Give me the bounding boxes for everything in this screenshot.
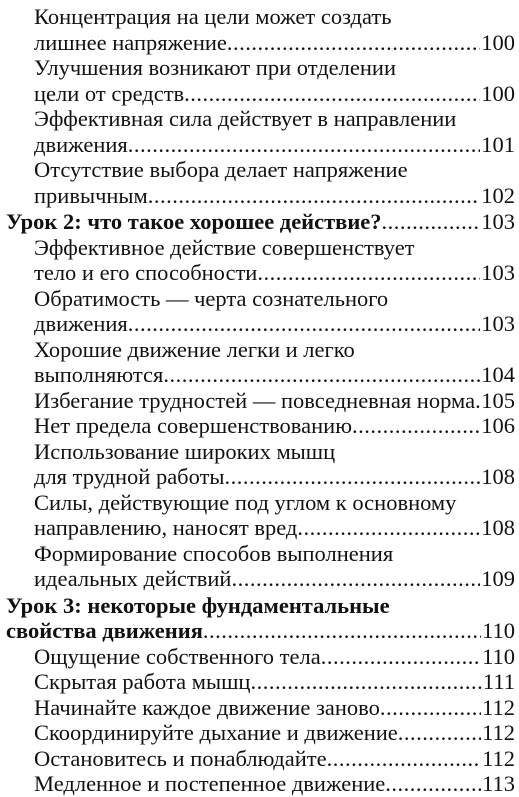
toc-entry-last-line [34, 311, 515, 337]
toc-entry[interactable] [6, 439, 515, 490]
toc-entry-title: Скоординируйте дыхание и движение [34, 720, 398, 745]
toc-entry-last-line [34, 644, 515, 670]
toc-entry-title-line: Отсутствие выбора делает напряжение [34, 157, 408, 182]
toc-entry[interactable] [6, 4, 515, 55]
toc-page-number: 110 [482, 643, 515, 669]
toc-page-number: 103 [481, 311, 515, 336]
dot-leader [380, 695, 481, 721]
toc-page-number: 101 [481, 131, 515, 157]
toc-entry-title-line: Эффективное действие совершенствует [34, 234, 415, 260]
toc-entry-title: Нет предела совершенствованию [34, 413, 353, 438]
dot-leader [385, 771, 481, 797]
toc-entry-title: цели от средств [34, 80, 185, 106]
toc-entry-last-line [34, 362, 515, 388]
toc-page-number: 110 [482, 618, 515, 643]
dot-leader [231, 566, 480, 592]
toc-entry-last-line [34, 695, 515, 721]
toc-entry-title: свойства движения [6, 618, 203, 643]
dot-leader [227, 30, 480, 56]
toc-entry-title: Начинайте каждое движение заново [34, 694, 380, 720]
toc-entry-title: Избегание трудностей — повседневная норма [34, 387, 476, 413]
toc-entry-title: Остановитесь и понаблюдайте [34, 745, 327, 771]
dot-leader [163, 362, 480, 388]
toc-entry-title-line: Эффективная сила действует в направлении [34, 106, 457, 131]
dot-leader [128, 132, 480, 158]
dot-leader [398, 720, 481, 746]
toc-entry[interactable] [6, 644, 515, 670]
dot-leader [257, 260, 480, 286]
toc-entry-title-line: Улучшения возникают при отделении [34, 55, 397, 80]
dot-leader [203, 618, 481, 644]
toc-entry-title: тело и его способности [34, 260, 258, 285]
toc-entry[interactable] [6, 235, 515, 286]
toc-page-number: 106 [481, 413, 515, 438]
toc-entry-last-line [34, 515, 515, 541]
toc-entry[interactable] [6, 746, 515, 772]
dot-leader [352, 413, 480, 439]
toc-entry[interactable] [6, 106, 515, 157]
toc-page-number: 102 [481, 182, 515, 208]
toc-page-number: 112 [482, 720, 515, 745]
dot-leader [327, 746, 481, 772]
toc-entry-last-line [34, 260, 515, 286]
toc-entry-title: идеальных действий [34, 566, 232, 591]
dot-leader [321, 644, 481, 670]
toc-entry[interactable] [6, 286, 515, 337]
toc-entry[interactable] [6, 388, 515, 414]
toc-entry-last-line [34, 413, 515, 439]
toc-entry-last-line [34, 132, 515, 158]
dot-leader [297, 515, 480, 541]
toc-entry-title: движения [34, 131, 128, 157]
toc-entry-last-line [34, 388, 515, 414]
toc-page-number: 109 [481, 566, 515, 591]
toc-entry-title: Ощущение собственного тела [34, 643, 321, 669]
toc-page-number: 103 [481, 260, 515, 285]
toc-page-number: 108 [481, 464, 515, 489]
toc-entry[interactable] [6, 413, 515, 439]
toc-page-number: 103 [481, 209, 515, 234]
toc-entry-title: лишнее напряжение [34, 29, 227, 55]
toc-entry[interactable] [6, 720, 515, 746]
toc-entry-last-line [34, 746, 515, 772]
dot-leader [250, 669, 481, 695]
dot-leader [148, 183, 480, 209]
toc-entry-title-line: Формирование способов выполнения [34, 540, 394, 566]
toc-lesson-heading[interactable] [6, 209, 515, 235]
toc-entry-last-line [34, 669, 515, 695]
toc-entry-last-line [6, 618, 515, 644]
toc-entry-title: для трудной работы [34, 464, 225, 489]
dot-leader [128, 311, 480, 337]
toc-entry-title: Урок 2: что такое хорошее действие? [6, 209, 382, 234]
toc-lesson-heading[interactable] [6, 593, 515, 644]
toc-entry-last-line [34, 81, 515, 107]
toc-entry[interactable] [6, 490, 515, 541]
toc-entry[interactable] [6, 337, 515, 388]
toc-entry[interactable] [6, 695, 515, 721]
toc-entry-title-line: Силы, действующие под углом к основному [34, 489, 457, 515]
toc-entry-title-line: Хорошие движение легки и легко [34, 336, 355, 362]
toc-entry[interactable] [6, 157, 515, 208]
toc-entry[interactable] [6, 55, 515, 106]
toc-page-number: 112 [482, 694, 515, 720]
toc-entry-last-line [34, 771, 515, 797]
toc-entry-title: выполняются [34, 362, 164, 387]
toc-entry-title-line: Обратимость — черта сознательного [34, 285, 389, 311]
dot-leader [382, 209, 481, 235]
toc-entry-title: привычным [34, 182, 148, 208]
toc-entry-last-line [6, 209, 515, 235]
toc-page-number: 108 [481, 515, 515, 540]
toc-entry-last-line [34, 30, 515, 56]
toc-entry-title: Медленное и постепенное движение [34, 771, 386, 796]
toc-page-number: 100 [481, 80, 515, 106]
toc-entry-last-line [34, 464, 515, 490]
dot-leader [225, 464, 481, 490]
toc-page-number: 111 [482, 669, 515, 694]
toc-entry[interactable] [6, 541, 515, 592]
toc-entry[interactable] [6, 771, 515, 797]
toc-entry-title-line: Использование широких мышц [34, 438, 336, 464]
toc-entry-last-line [34, 566, 515, 592]
dot-leader [184, 81, 480, 107]
toc-entry-title-line: Урок 3: некоторые фундаментальные [6, 592, 390, 618]
toc-entry-title: движения [34, 311, 128, 336]
toc-entry-title: направлению, наносят вред [34, 515, 298, 540]
toc-entry-title-line: Концентрация на цели может создать [34, 4, 392, 29]
toc-page-number: 105 [481, 387, 515, 413]
toc-entry-title: Скрытая работа мышц [34, 669, 251, 694]
toc-page-number: 100 [481, 29, 515, 55]
toc-page-number: 104 [481, 362, 515, 387]
toc-entry[interactable] [6, 669, 515, 695]
toc-entry-last-line [34, 183, 515, 209]
toc-page-number: 113 [482, 771, 515, 796]
toc-entry-last-line [34, 720, 515, 746]
toc-page-number: 112 [482, 745, 515, 771]
